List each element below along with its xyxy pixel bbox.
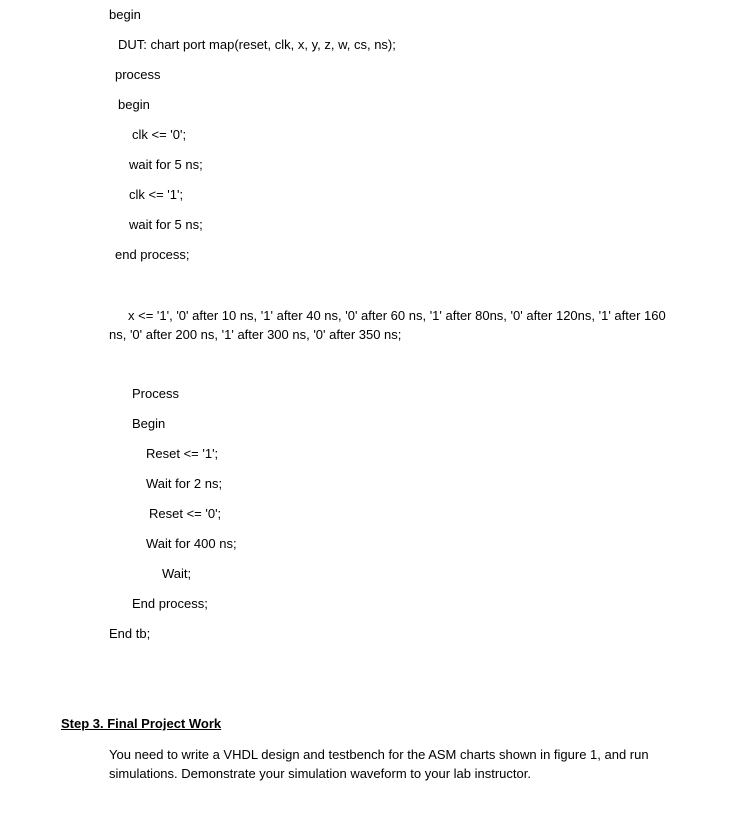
code-line-process: process [115,67,161,82]
code-line-reset-0: Reset <= '0'; [149,506,222,521]
code-line-reset-1: Reset <= '1'; [146,446,219,461]
code-line-end-tb: End tb; [109,626,151,641]
step3-heading: Step 3. Final Project Work [61,716,222,731]
code-line-begin-3: Begin [132,416,166,431]
code-line-dut-port-map: DUT: chart port map(reset, clk, x, y, z, w, cs, ns); [118,37,396,52]
code-line-clk-0: clk <= '0'; [132,127,187,142]
code-line-end-process-2: End process; [132,596,208,611]
code-line-wait-5ns-1: wait for 5 ns; [129,157,203,172]
code-line-clk-1: clk <= '1'; [129,187,184,202]
code-line-end-process: end process; [115,247,190,262]
code-line-wait-2ns: Wait for 2 ns; [146,476,223,491]
code-line-x-assignment: x <= '1', '0' after 10 ns, '1' after 40 ns, '0' after 60 ns, '1' after 80ns, '0' after 120ns, '1' after 160 ns, '0' after 200 ns, '1' after 300 ns, '0' after 350 ns; [109,308,666,342]
code-line-wait-final: Wait; [162,566,192,581]
code-line-wait-5ns-2: wait for 5 ns; [129,217,203,232]
code-line-begin: begin [109,7,141,22]
code-line-process-2: Process [132,386,179,401]
code-line-begin-2: begin [118,97,150,112]
step3-body: You need to write a VHDL design and testbench for the ASM charts shown in figure 1, and run simulations. Demonstrate your simulation waveform to your lab instructor. [109,747,649,781]
code-line-wait-400ns: Wait for 400 ns; [146,536,237,551]
